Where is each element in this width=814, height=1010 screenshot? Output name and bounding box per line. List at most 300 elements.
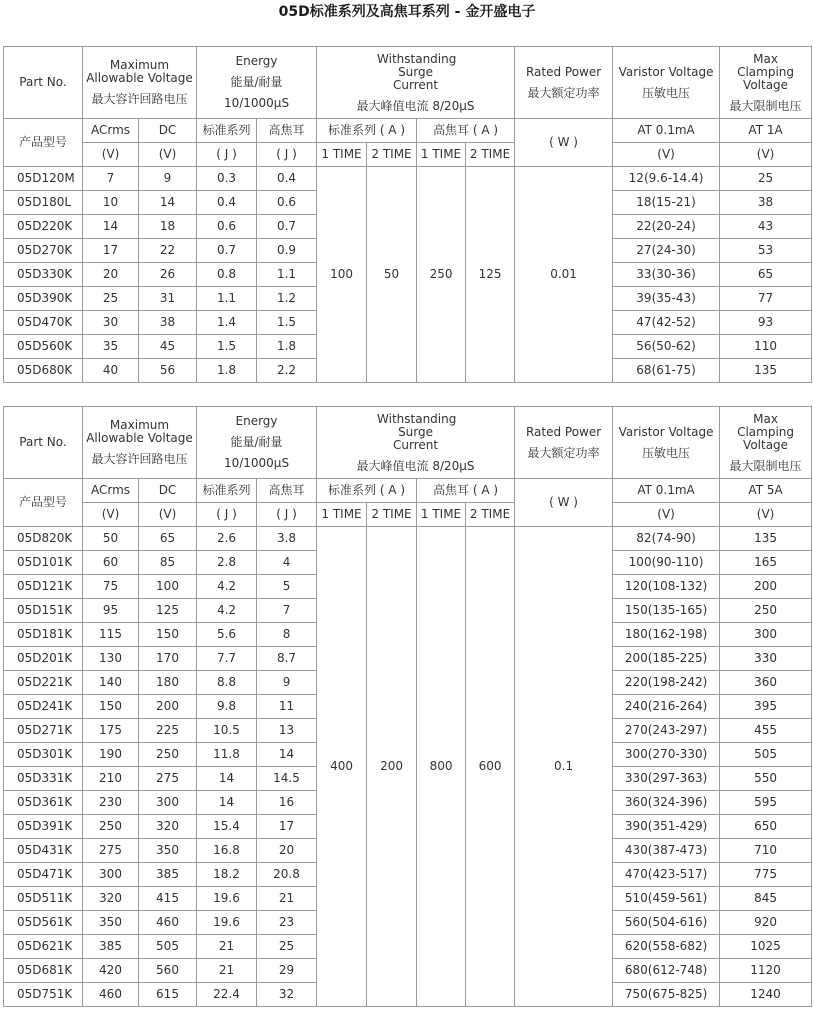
part-number-cell xyxy=(4,815,83,839)
dc-value: 415 xyxy=(156,891,179,905)
header-row-1 xyxy=(4,407,812,479)
clamp-voltage-cell xyxy=(720,287,812,311)
part-number: 05D180L xyxy=(17,195,72,209)
page-title: 05D标准系列及高焦耳系列 - 金开盛电子 xyxy=(278,4,536,20)
energy-std-value: 2.8 xyxy=(216,555,237,569)
surge-std-header xyxy=(317,119,417,143)
clamp-voltage: 93 xyxy=(757,315,774,329)
acrms-cell xyxy=(83,767,139,791)
acrms-cell xyxy=(83,719,139,743)
clamp-voltage: 845 xyxy=(754,891,778,905)
surge-he-1time xyxy=(417,143,466,167)
two-time: 2 TIME xyxy=(469,147,511,161)
unit-v: (V) xyxy=(756,507,775,521)
max-voltage-en: Maximum Allowable Voltage xyxy=(86,58,193,85)
energy-std-value: 4.2 xyxy=(216,579,237,593)
dc-value: 26 xyxy=(159,267,176,281)
energy-std-value: 10.5 xyxy=(213,723,240,737)
rated-power-en: Rated Power xyxy=(525,64,602,79)
part-number-cell xyxy=(4,767,83,791)
energy-std-cell xyxy=(197,791,257,815)
dc-cell xyxy=(139,935,197,959)
varistor-voltage-cell xyxy=(613,863,720,887)
clamp-voltage: 1240 xyxy=(750,987,781,1001)
spec-table-high-energy xyxy=(3,406,812,1007)
energy-he-cell xyxy=(257,335,317,359)
varistor-voltage-cell xyxy=(613,983,720,1007)
varistor-voltage-cell xyxy=(613,263,720,287)
acrms-value: 75 xyxy=(102,579,119,593)
varistor-voltage-cell xyxy=(613,191,720,215)
clamp-voltage-cell xyxy=(720,791,812,815)
varistor-voltage-cell xyxy=(613,575,720,599)
part-number-cell xyxy=(4,863,83,887)
acrms-value: 175 xyxy=(99,723,122,737)
acrms-cell xyxy=(83,239,139,263)
energy-en: Energy xyxy=(235,414,278,428)
energy-std-cell xyxy=(197,335,257,359)
dc-cell xyxy=(139,575,197,599)
acrms-cell xyxy=(83,167,139,191)
clamp-unit xyxy=(720,143,812,167)
part-number-cell xyxy=(4,719,83,743)
clamp-voltage: 25 xyxy=(757,171,774,185)
power-value: 0.1 xyxy=(554,759,574,773)
energy-std-cell xyxy=(197,839,257,863)
part-number: 05D680K xyxy=(17,363,73,377)
acrms-cell xyxy=(83,575,139,599)
surge-he-label: 高焦耳 ( A ) xyxy=(433,123,499,137)
energy-std-cell xyxy=(197,815,257,839)
energy-std-cell xyxy=(197,863,257,887)
energy-std-header xyxy=(197,119,257,143)
varistor-voltage-cell xyxy=(613,695,720,719)
surge-value: 250 xyxy=(429,267,453,281)
acrms-unit xyxy=(83,503,139,527)
surge-std-2time-value xyxy=(367,527,417,1007)
surge-cn: 最大峰值电流 8/20μS xyxy=(356,98,475,113)
varistor-voltage: 200(185-225) xyxy=(624,651,708,665)
surge-std-2time xyxy=(367,143,417,167)
header-row-2 xyxy=(4,119,812,143)
clamp-cond: AT 1A xyxy=(748,123,783,137)
part-number-cell xyxy=(4,527,83,551)
energy-he-value: 14 xyxy=(278,747,295,761)
dc-cell xyxy=(139,191,197,215)
varistor-header xyxy=(613,407,720,479)
part-no-cn: 产品型号 xyxy=(18,135,67,149)
acrms-value: 25 xyxy=(102,291,119,305)
energy-std-cell xyxy=(197,527,257,551)
acrms-cell xyxy=(83,935,139,959)
energy-std-value: 4.2 xyxy=(216,603,237,617)
acrms-value: 40 xyxy=(102,363,119,377)
surge-en: Withstanding Surge Current xyxy=(377,411,457,452)
acrms-value: 150 xyxy=(99,699,122,713)
varistor-voltage-cell xyxy=(613,719,720,743)
energy-he-value: 5 xyxy=(282,579,291,593)
varistor-voltage: 390(351-429) xyxy=(624,819,708,833)
varistor-voltage: 270(243-297) xyxy=(624,723,708,737)
energy-he-cell xyxy=(257,287,317,311)
clamp-voltage-cell xyxy=(720,839,812,863)
varistor-voltage: 360(324-396) xyxy=(624,795,708,809)
clamp-voltage: 920 xyxy=(754,915,778,929)
energy-std-value: 1.8 xyxy=(216,363,237,377)
energy-he-value: 23 xyxy=(278,915,295,929)
surge-std-1time xyxy=(317,503,367,527)
part-number: 05D270K xyxy=(17,243,73,257)
clamp-voltage: 200 xyxy=(754,579,778,593)
energy-std-cell xyxy=(197,767,257,791)
energy-std-value: 9.8 xyxy=(216,699,237,713)
clamp-voltage: 455 xyxy=(754,723,778,737)
clamp-cn: 最大限制电压 xyxy=(729,458,802,473)
varistor-voltage: 430(387-473) xyxy=(624,843,708,857)
energy-he-value: 0.7 xyxy=(276,219,297,233)
energy-std-cell xyxy=(197,959,257,983)
energy-header xyxy=(197,47,317,119)
varistor-voltage-cell xyxy=(613,647,720,671)
energy-he-value: 16 xyxy=(278,795,295,809)
energy-he-cell xyxy=(257,575,317,599)
clamp-voltage: 550 xyxy=(754,771,778,785)
surge-std-2time-value xyxy=(367,167,417,383)
dc-cell xyxy=(139,287,197,311)
max-voltage-header xyxy=(83,47,197,119)
clamp-voltage: 135 xyxy=(754,531,778,545)
acrms-value: 20 xyxy=(102,267,119,281)
surge-std-1time-value xyxy=(317,527,367,1007)
clamp-voltage-cell xyxy=(720,815,812,839)
energy-std-cell xyxy=(197,935,257,959)
acrms-cell xyxy=(83,743,139,767)
unit-j: ( J ) xyxy=(216,507,237,521)
clamp-header xyxy=(720,47,812,119)
vv-cond-header xyxy=(613,479,720,503)
acrms-cell xyxy=(83,671,139,695)
energy-std-unit xyxy=(197,143,257,167)
acrms-cell xyxy=(83,863,139,887)
surge-he-1time-value xyxy=(417,167,466,383)
part-number-cell xyxy=(4,623,83,647)
surge-std-2time xyxy=(367,503,417,527)
dc-value: 615 xyxy=(156,987,179,1001)
rated-power-header xyxy=(515,407,613,479)
dc-cell xyxy=(139,863,197,887)
energy-he-value: 1.2 xyxy=(276,291,297,305)
energy-std-cell xyxy=(197,695,257,719)
dc-value: 200 xyxy=(156,699,179,713)
dc-cell xyxy=(139,911,197,935)
varistor-voltage: 510(459-561) xyxy=(624,891,708,905)
clamp-cond-header xyxy=(720,479,812,503)
unit-v: (V) xyxy=(657,507,675,521)
clamp-voltage-cell xyxy=(720,167,812,191)
clamp-voltage-cell xyxy=(720,311,812,335)
acrms-cell xyxy=(83,959,139,983)
acrms-cell xyxy=(83,815,139,839)
energy-he-value: 1.8 xyxy=(276,339,297,353)
varistor-voltage: 22(20-24) xyxy=(636,219,696,233)
dc-header xyxy=(139,119,197,143)
dc-cell xyxy=(139,215,197,239)
surge-std-label: 标准系列 ( A ) xyxy=(328,123,406,137)
rated-power-value xyxy=(515,167,613,383)
acrms-value: 210 xyxy=(99,771,122,785)
one-time: 1 TIME xyxy=(420,507,462,521)
energy-std-header xyxy=(197,479,257,503)
varistor-voltage: 100(90-110) xyxy=(628,555,704,569)
dc-cell xyxy=(139,671,197,695)
dc-cell xyxy=(139,335,197,359)
part-number-cell xyxy=(4,191,83,215)
energy-he-cell xyxy=(257,791,317,815)
clamp-voltage: 650 xyxy=(754,819,778,833)
energy-std-value: 0.3 xyxy=(216,171,237,185)
energy-he-cell xyxy=(257,215,317,239)
surge-value: 200 xyxy=(380,759,403,773)
acrms-value: 60 xyxy=(102,555,119,569)
varistor-voltage: 220(198-242) xyxy=(624,675,708,689)
varistor-voltage: 27(24-30) xyxy=(636,243,696,257)
energy-std-value: 0.6 xyxy=(216,219,237,233)
dc-value: 385 xyxy=(156,867,179,881)
acrms-value: 420 xyxy=(99,963,122,977)
dc-unit xyxy=(139,143,197,167)
dc-value: 22 xyxy=(159,243,176,257)
energy-en: Energy xyxy=(235,54,278,68)
varistor-voltage: 39(35-43) xyxy=(636,291,696,305)
energy-he-value: 20.8 xyxy=(273,867,300,881)
surge-value: 600 xyxy=(478,759,502,773)
part-number-cell xyxy=(4,671,83,695)
energy-std-value: 18.2 xyxy=(213,867,240,881)
energy-header xyxy=(197,407,317,479)
acrms-cell xyxy=(83,911,139,935)
acrms-value: 7 xyxy=(106,171,115,185)
part-number-cell xyxy=(4,839,83,863)
energy-he-cell xyxy=(257,983,317,1007)
one-time: 1 TIME xyxy=(420,147,462,161)
energy-he-value: 9 xyxy=(282,675,291,689)
energy-std-value: 19.6 xyxy=(213,891,240,905)
energy-std-value: 0.8 xyxy=(216,267,237,281)
acrms-value: 140 xyxy=(99,675,122,689)
clamp-voltage-cell xyxy=(720,623,812,647)
energy-he-cell xyxy=(257,839,317,863)
varistor-voltage: 620(558-682) xyxy=(624,939,708,953)
energy-he-value: 32 xyxy=(278,987,295,1001)
part-number: 05D361K xyxy=(17,795,73,809)
varistor-voltage: 56(50-62) xyxy=(636,339,696,353)
clamp-voltage: 300 xyxy=(754,627,778,641)
acrms-unit xyxy=(83,143,139,167)
energy-std-cell xyxy=(197,647,257,671)
clamp-voltage-cell xyxy=(720,359,812,383)
clamp-voltage-cell xyxy=(720,767,812,791)
varistor-voltage: 180(162-198) xyxy=(624,627,708,641)
part-number: 05D561K xyxy=(17,915,73,929)
dc-cell xyxy=(139,791,197,815)
part-number: 05D621K xyxy=(17,939,73,953)
energy-he-cell xyxy=(257,311,317,335)
energy-cond: 10/1000μS xyxy=(223,96,290,110)
varistor-voltage-cell xyxy=(613,215,720,239)
varistor-voltage-cell xyxy=(613,911,720,935)
varistor-voltage: 240(216-264) xyxy=(624,699,708,713)
energy-he-label: 高焦耳 xyxy=(268,483,305,497)
vv-cond-header xyxy=(613,119,720,143)
energy-he-value: 21 xyxy=(278,891,295,905)
clamp-voltage-cell xyxy=(720,575,812,599)
clamp-cond-header xyxy=(720,119,812,143)
clamp-voltage-cell xyxy=(720,671,812,695)
varistor-voltage: 750(675-825) xyxy=(624,987,708,1001)
part-number: 05D181K xyxy=(17,627,73,641)
surge-en: Withstanding Surge Current xyxy=(377,51,457,92)
energy-std-value: 21 xyxy=(218,939,235,953)
dc-value: 9 xyxy=(163,171,172,185)
surge-he-1time-value xyxy=(417,527,466,1007)
two-time: 2 TIME xyxy=(371,507,412,521)
dc-value: 56 xyxy=(159,363,176,377)
part-number: 05D470K xyxy=(17,315,73,329)
varistor-voltage-cell xyxy=(613,335,720,359)
surge-std-header xyxy=(317,479,417,503)
energy-std-value: 2.6 xyxy=(216,531,237,545)
energy-he-value: 0.4 xyxy=(276,171,297,185)
acrms-value: 95 xyxy=(102,603,119,617)
energy-std-cell xyxy=(197,191,257,215)
energy-he-cell xyxy=(257,911,317,935)
clamp-voltage-cell xyxy=(720,335,812,359)
energy-he-unit xyxy=(257,143,317,167)
clamp-voltage: 1025 xyxy=(750,939,781,953)
clamp-en: Max Clamping Voltage xyxy=(737,411,795,452)
acrms-cell xyxy=(83,983,139,1007)
unit-v: (V) xyxy=(756,147,775,161)
max-voltage-cn: 最大容许回路电压 xyxy=(91,452,188,466)
header-row-3 xyxy=(4,143,812,167)
energy-he-value: 13 xyxy=(278,723,295,737)
varistor-voltage: 12(9.6-14.4) xyxy=(628,171,704,185)
clamp-voltage: 395 xyxy=(754,699,778,713)
surge-value: 400 xyxy=(330,759,353,773)
varistor-voltage-cell xyxy=(613,887,720,911)
clamp-voltage-cell xyxy=(720,959,812,983)
surge-cn: 最大峰值电流 8/20μS xyxy=(356,458,475,473)
clamp-voltage: 38 xyxy=(757,195,774,209)
surge-header xyxy=(317,47,515,119)
energy-std-cell xyxy=(197,215,257,239)
acrms-value: 320 xyxy=(99,891,122,905)
part-number: 05D391K xyxy=(17,819,73,833)
surge-value: 125 xyxy=(478,267,502,281)
part-number-cell xyxy=(4,263,83,287)
varistor-header xyxy=(613,47,720,119)
acrms-value: 35 xyxy=(102,339,119,353)
energy-he-header xyxy=(257,119,317,143)
energy-cn: 能量/耐量 xyxy=(230,435,283,449)
acrms-cell xyxy=(83,359,139,383)
energy-std-cell xyxy=(197,671,257,695)
energy-he-value: 0.6 xyxy=(276,195,297,209)
energy-he-cell xyxy=(257,815,317,839)
dc-value: 18 xyxy=(159,219,176,233)
vv-unit xyxy=(613,143,720,167)
varistor-voltage-cell xyxy=(613,527,720,551)
part-no-cn: 产品型号 xyxy=(18,495,67,509)
varistor-voltage-cell xyxy=(613,791,720,815)
clamp-voltage-cell xyxy=(720,215,812,239)
energy-he-value: 17 xyxy=(278,819,295,833)
dc-cell xyxy=(139,839,197,863)
dc-value: 125 xyxy=(156,603,179,617)
clamp-header xyxy=(720,407,812,479)
dc-unit xyxy=(139,503,197,527)
varistor-voltage: 470(423-517) xyxy=(624,867,708,881)
part-number-cell xyxy=(4,887,83,911)
energy-std-cell xyxy=(197,887,257,911)
part-number-cell xyxy=(4,983,83,1007)
dc-value: 100 xyxy=(156,579,179,593)
varistor-voltage: 68(61-75) xyxy=(636,363,696,377)
part-number: 05D220K xyxy=(17,219,73,233)
part-number-cell xyxy=(4,935,83,959)
two-time: 2 TIME xyxy=(469,507,511,521)
varistor-voltage-cell xyxy=(613,767,720,791)
clamp-voltage: 43 xyxy=(757,219,774,233)
energy-he-cell xyxy=(257,647,317,671)
table-row xyxy=(4,167,812,191)
acrms-value: 14 xyxy=(102,219,119,233)
varistor-voltage-cell xyxy=(613,671,720,695)
energy-std-unit xyxy=(197,503,257,527)
max-voltage-header xyxy=(83,407,197,479)
part-number-cell xyxy=(4,335,83,359)
acrms-cell xyxy=(83,527,139,551)
dc-cell xyxy=(139,359,197,383)
part-number: 05D241K xyxy=(17,699,73,713)
vv-unit xyxy=(613,503,720,527)
part-number-cell xyxy=(4,311,83,335)
energy-std-cell xyxy=(197,743,257,767)
varistor-voltage-cell xyxy=(613,167,720,191)
rated-power-header xyxy=(515,47,613,119)
dc-value: 250 xyxy=(156,747,179,761)
dc-value: 350 xyxy=(156,843,179,857)
acrms-label: ACrms xyxy=(90,123,131,137)
energy-std-value: 22.4 xyxy=(213,987,240,1001)
energy-std-value: 19.6 xyxy=(213,915,240,929)
energy-he-value: 8 xyxy=(282,627,291,641)
energy-std-cell xyxy=(197,239,257,263)
surge-value: 800 xyxy=(429,759,453,773)
energy-std-value: 1.4 xyxy=(216,315,237,329)
varistor-voltage-cell xyxy=(613,359,720,383)
energy-std-cell xyxy=(197,551,257,575)
energy-std-cell xyxy=(197,599,257,623)
power-unit: ( W ) xyxy=(549,135,578,149)
varistor-voltage-cell xyxy=(613,287,720,311)
energy-std-label: 标准系列 xyxy=(202,483,251,497)
acrms-cell xyxy=(83,191,139,215)
clamp-en: Max Clamping Voltage xyxy=(737,51,795,92)
dc-cell xyxy=(139,983,197,1007)
part-number-cell xyxy=(4,791,83,815)
clamp-voltage: 250 xyxy=(754,603,778,617)
